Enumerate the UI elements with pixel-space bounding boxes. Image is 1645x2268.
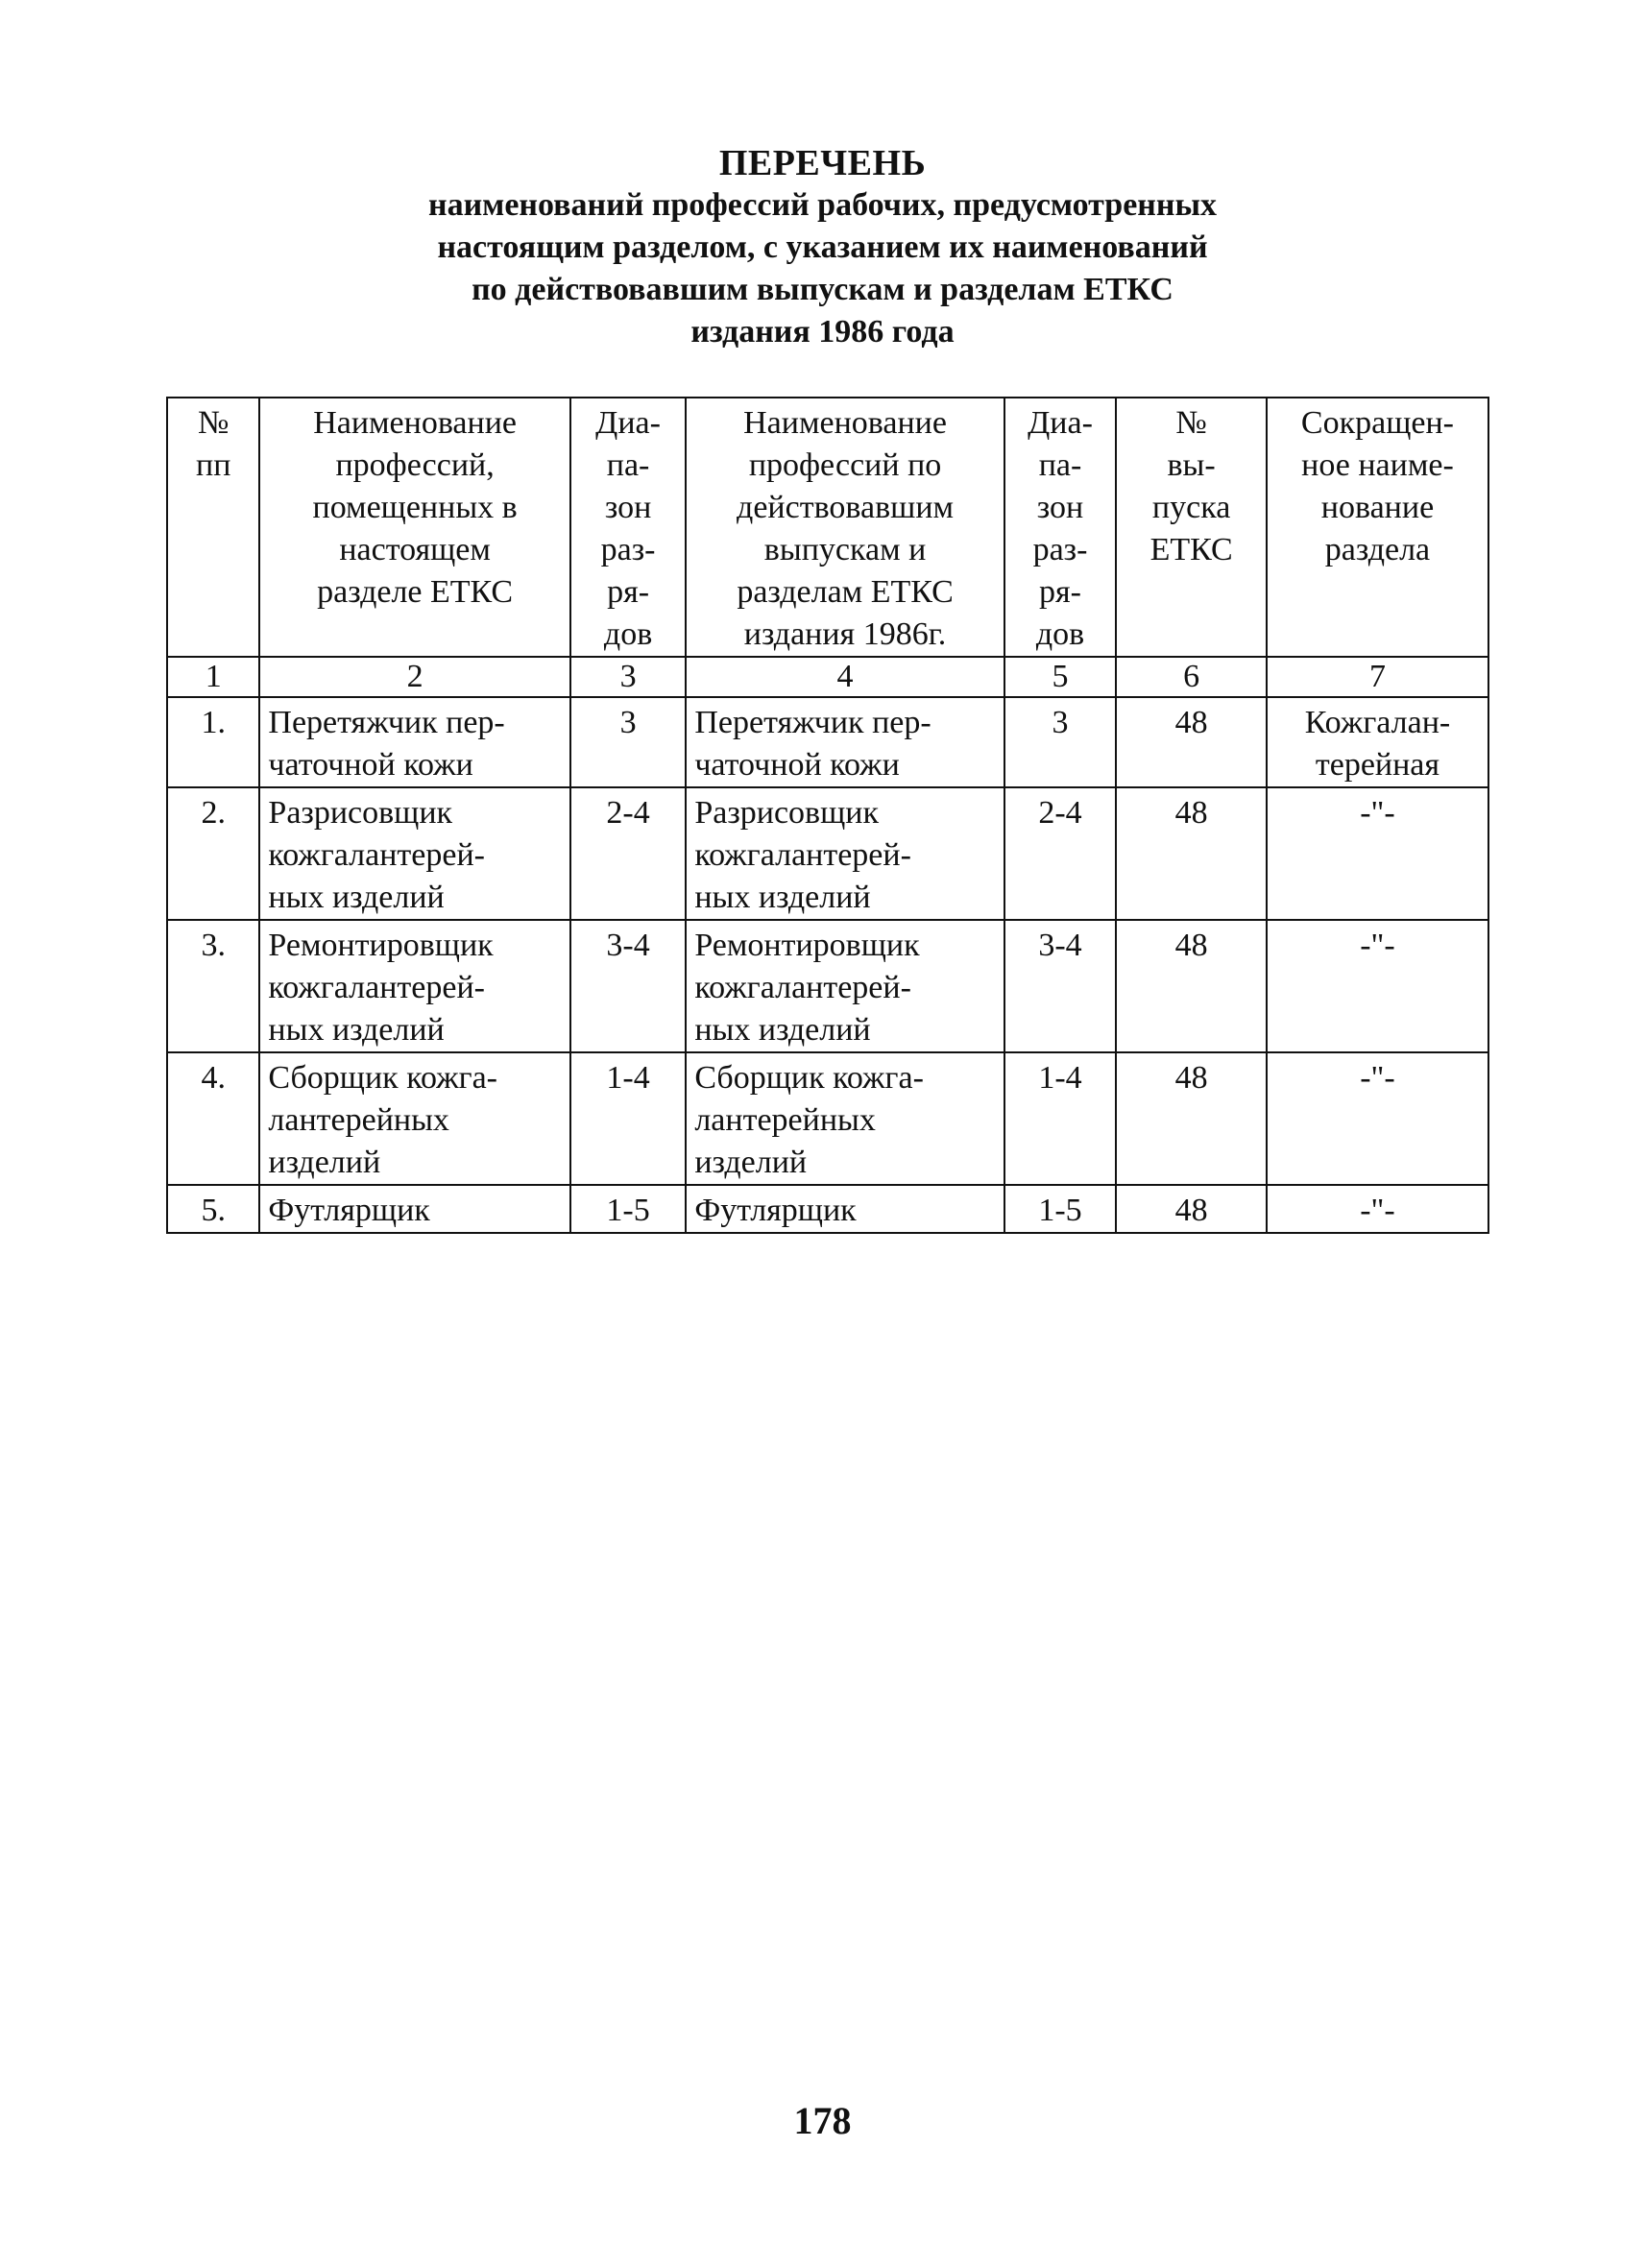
profession-name-current: Ремонтировщик кожгалантерей- ных изделий xyxy=(259,920,569,1052)
header-cell-number: № пп xyxy=(167,398,259,657)
etks-issue: 48 xyxy=(1116,1052,1267,1185)
grade-range-current: 3-4 xyxy=(570,920,687,1052)
header-cell-section: Сокращен- ное наиме- нование раздела xyxy=(1267,398,1488,657)
section-short-name: -"- xyxy=(1267,1052,1488,1185)
profession-name-current: Перетяжчик пер- чаточной кожи xyxy=(259,697,569,787)
row-number: 2. xyxy=(167,787,259,920)
header-cell-range-1986: Диа- па- зон раз- ря- дов xyxy=(1004,398,1117,657)
section-short-name: Кожгалан- терейная xyxy=(1267,697,1488,787)
table-row xyxy=(167,1185,1488,1233)
etks-issue: 48 xyxy=(1116,787,1267,920)
header-cell-name-current: Наименование профессий, помещенных в настоящем разделе ЕТКС xyxy=(259,398,569,657)
grade-range-current: 1-4 xyxy=(570,1052,687,1185)
profession-name-1986: Перетяжчик пер- чаточной кожи xyxy=(686,697,1004,787)
title-line: настоящим разделом, с указанием их наименований xyxy=(437,229,1208,265)
profession-name-current: Разрисовщик кожгалантерей- ных изделий xyxy=(259,787,569,920)
profession-name-1986: Ремонтировщик кожгалантерей- ных изделий xyxy=(686,920,1004,1052)
grade-range-1986: 1-5 xyxy=(1004,1185,1117,1233)
profession-name-1986: Футлярщик xyxy=(686,1185,1004,1233)
section-short-name: -"- xyxy=(1267,1185,1488,1233)
page-number: 178 xyxy=(793,2099,852,2142)
table-row xyxy=(167,787,1488,920)
column-number: 7 xyxy=(1267,657,1488,697)
table-row xyxy=(167,920,1488,1052)
header-cell-issue: № вы- пуска ЕТКС xyxy=(1116,398,1267,657)
table-row xyxy=(167,697,1488,787)
row-number: 1. xyxy=(167,697,259,787)
column-number: 5 xyxy=(1004,657,1117,697)
row-number: 5. xyxy=(167,1185,259,1233)
profession-name-1986: Разрисовщик кожгалантерей- ных изделий xyxy=(686,787,1004,920)
title-main: ПЕРЕЧЕНЬ xyxy=(718,143,927,183)
etks-issue: 48 xyxy=(1116,920,1267,1052)
column-number: 6 xyxy=(1116,657,1267,697)
column-number-row xyxy=(167,657,1488,697)
title-line: наименований профессий рабочих, предусмотренных xyxy=(427,187,1218,223)
professions-table xyxy=(166,397,1489,1234)
column-number: 3 xyxy=(570,657,687,697)
grade-range-current: 1-5 xyxy=(570,1185,687,1233)
section-short-name: -"- xyxy=(1267,787,1488,920)
header-cell-range-current: Диа- па- зон раз- ря- дов xyxy=(570,398,687,657)
section-short-name: -"- xyxy=(1267,920,1488,1052)
grade-range-1986: 3-4 xyxy=(1004,920,1117,1052)
header-cell-name-1986: Наименование профессий по действовавшим выпускам и разделам ЕТКС издания 1986г. xyxy=(686,398,1004,657)
profession-name-current: Футлярщик xyxy=(259,1185,569,1233)
etks-issue: 48 xyxy=(1116,1185,1267,1233)
column-number: 2 xyxy=(259,657,569,697)
profession-name-current: Сборщик кожга- лантерейных изделий xyxy=(259,1052,569,1185)
title-line: по действовавшим выпускам и разделам ЕТКС xyxy=(472,272,1173,307)
grade-range-current: 2-4 xyxy=(570,787,687,920)
table-header-row xyxy=(167,398,1488,657)
document-title xyxy=(0,142,1645,353)
row-number: 3. xyxy=(167,920,259,1052)
title-line: издания 1986 года xyxy=(690,314,955,350)
column-number: 1 xyxy=(167,657,259,697)
profession-name-1986: Сборщик кожга- лантерейных изделий xyxy=(686,1052,1004,1185)
column-number: 4 xyxy=(686,657,1004,697)
grade-range-1986: 1-4 xyxy=(1004,1052,1117,1185)
table-row xyxy=(167,1052,1488,1185)
grade-range-1986: 2-4 xyxy=(1004,787,1117,920)
row-number: 4. xyxy=(167,1052,259,1185)
grade-range-1986: 3 xyxy=(1004,697,1117,787)
grade-range-current: 3 xyxy=(570,697,687,787)
etks-issue: 48 xyxy=(1116,697,1267,787)
